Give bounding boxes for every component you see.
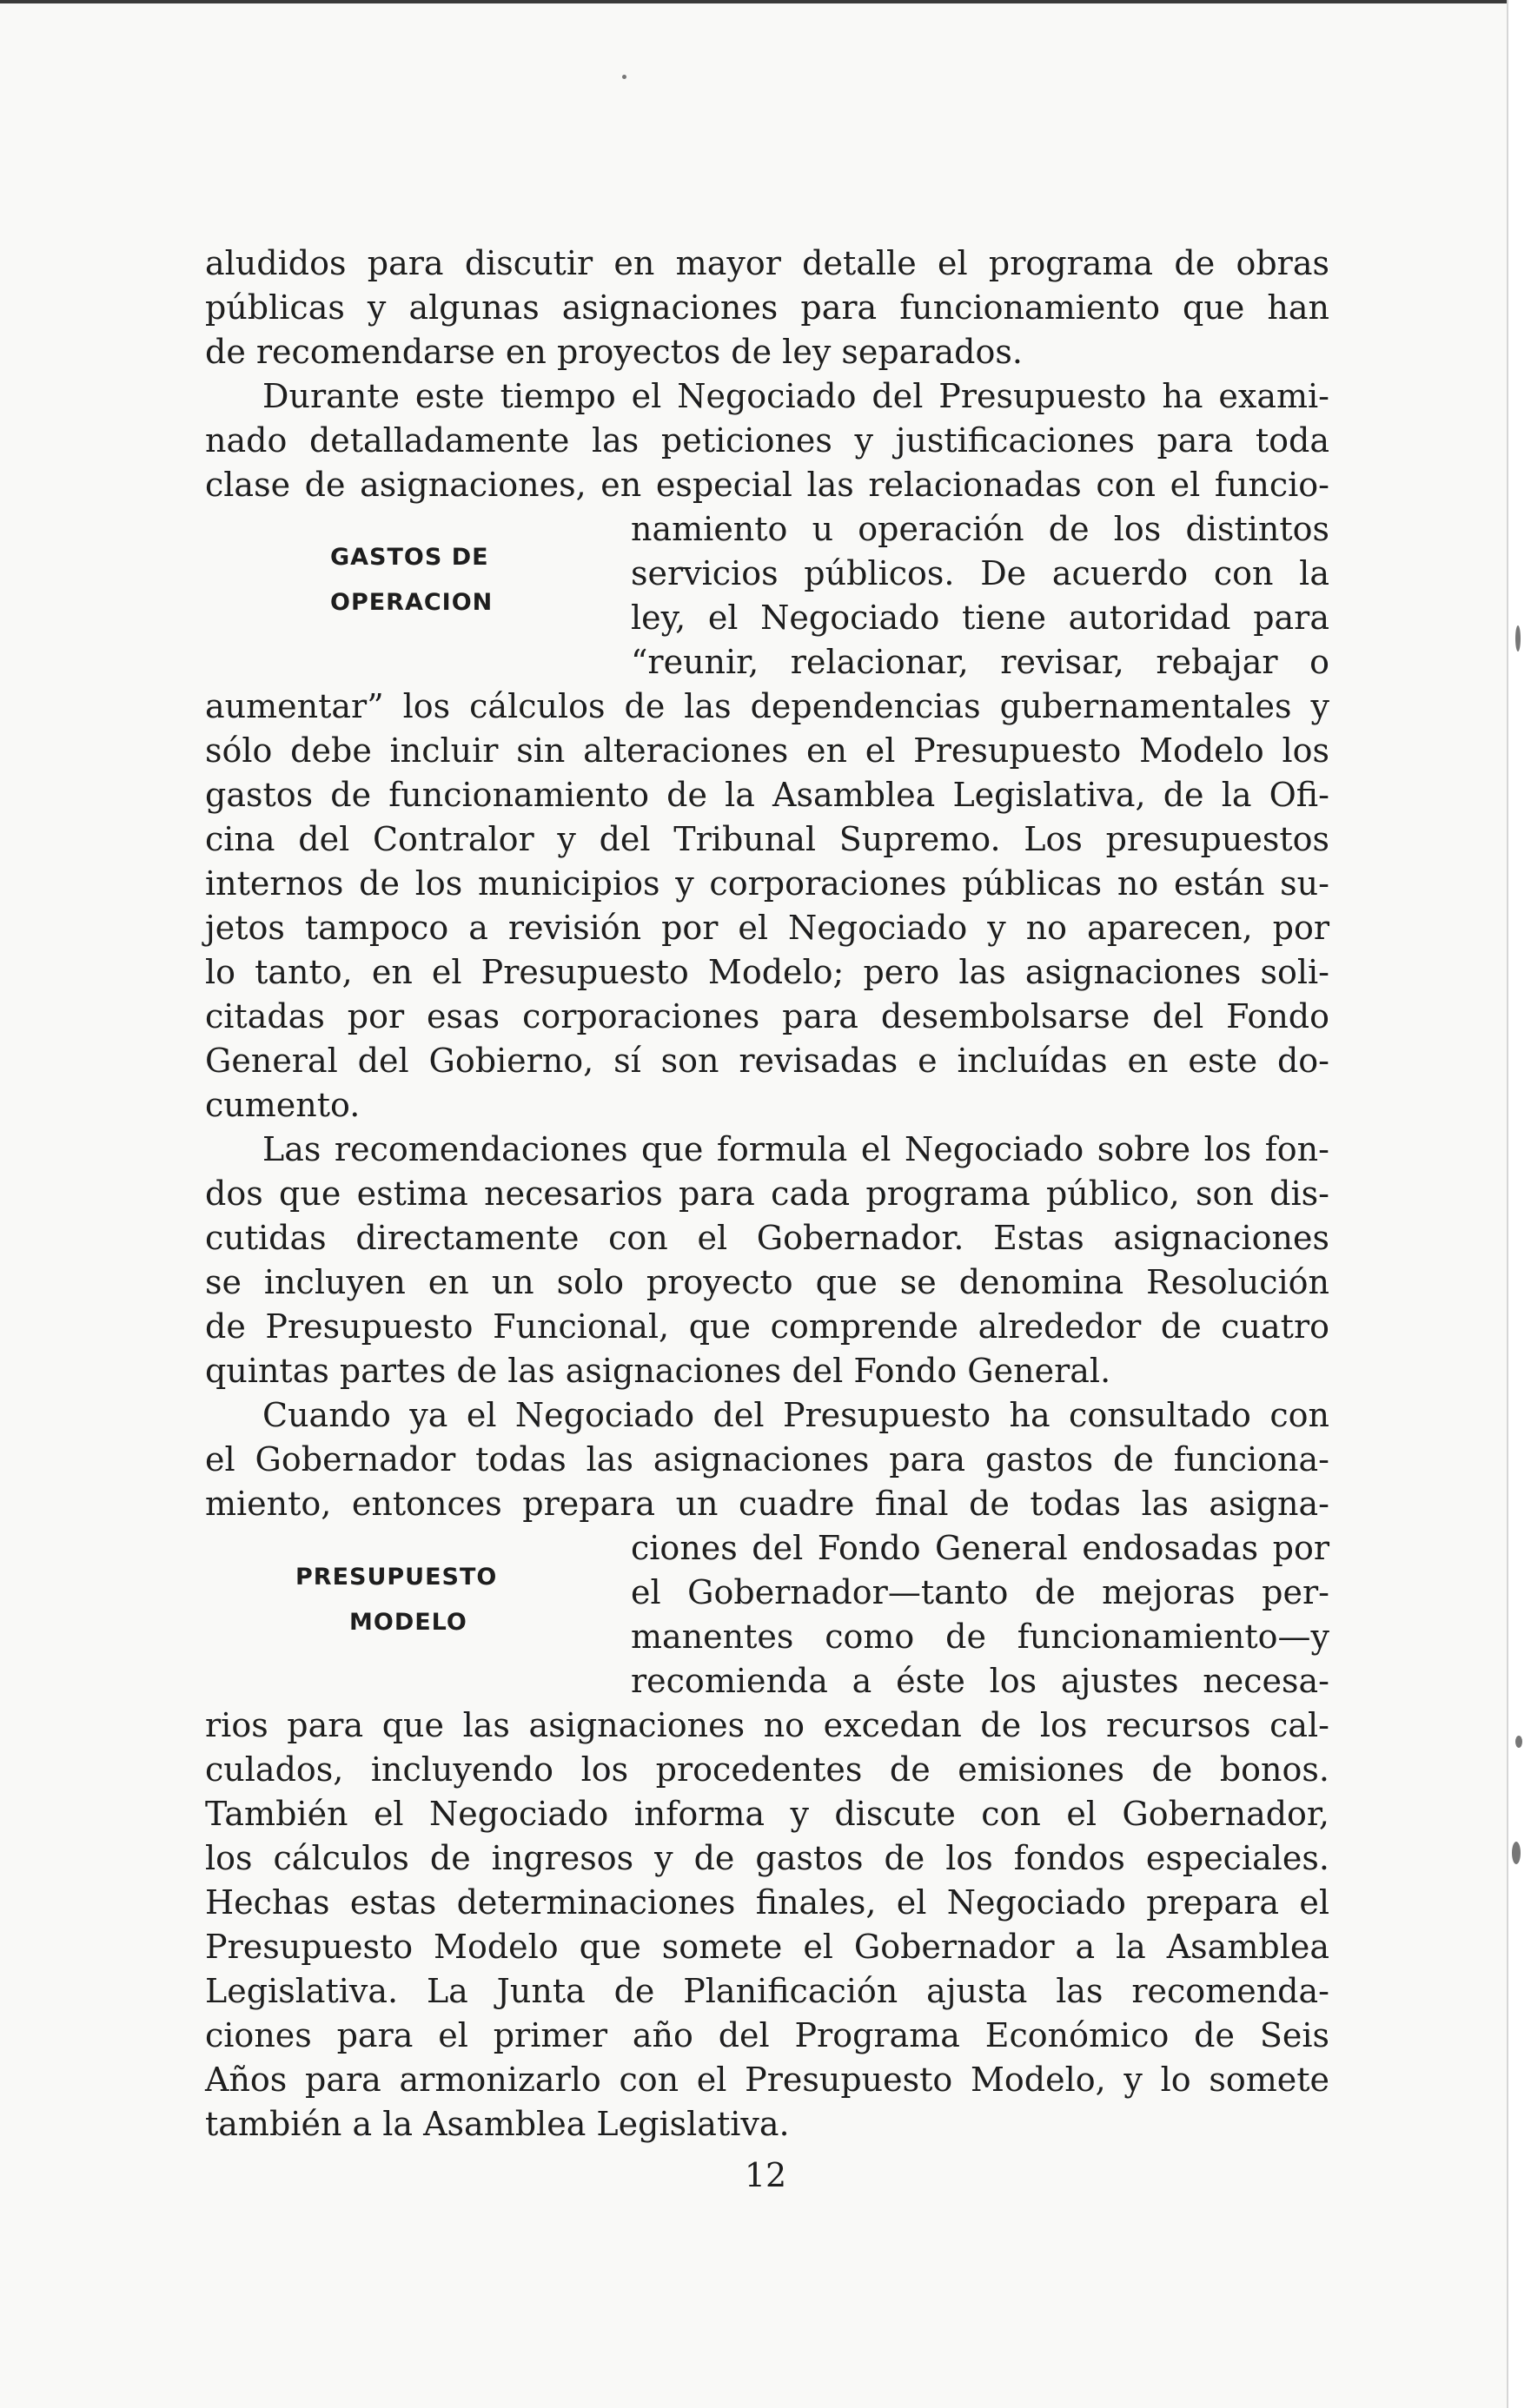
- text-line: Cuando ya el Negociado del Presupuesto ha consultado con: [262, 1396, 1329, 1434]
- text-line: se incluyen en un solo proyecto que se denomina Resolución: [205, 1263, 1329, 1301]
- text-line: ciones del Fondo General endosadas por: [631, 1529, 1329, 1567]
- text-line: de recomendarse en proyectos de ley separados.: [205, 333, 1023, 371]
- print-speck: [622, 75, 626, 79]
- text-line: aludidos para discutir en mayor detalle el programa de obras: [205, 244, 1329, 282]
- print-speck: [1515, 625, 1521, 652]
- text-line: cumento.: [205, 1086, 361, 1124]
- text-line: Legislativa. La Junta de Planificación ajusta las recomenda-: [205, 1972, 1329, 2010]
- text-line: Presupuesto Modelo que somete el Gobernador a la Asamblea: [205, 1928, 1329, 1966]
- text-line: jetos tampoco a revisión por el Negociado y no aparecen, por: [205, 909, 1329, 947]
- text-line: el Gobernador—tanto de mejoras per-: [631, 1573, 1329, 1611]
- text-line: aumentar” los cálculos de las dependencias gubernamentales y: [205, 687, 1329, 725]
- text-line: de Presupuesto Funcional, que comprende alrededor de cuatro: [205, 1307, 1329, 1346]
- print-speck: [1512, 1842, 1521, 1864]
- text-line: los cálculos de ingresos y de gastos de los fondos especiales.: [205, 1839, 1329, 1877]
- text-line: también a la Asamblea Legislativa.: [205, 2105, 790, 2143]
- text-line: Las recomendaciones que formula el Negociado sobre los fon-: [262, 1130, 1329, 1168]
- text-line: manentes como de funcionamiento—y: [631, 1617, 1329, 1656]
- text-line: namiento u operación de los distintos: [631, 510, 1329, 548]
- text-line: cutidas directamente con el Gobernador. Estas asignaciones: [205, 1219, 1329, 1257]
- text-line: nado detalladamente las peticiones y justificaciones para toda: [205, 421, 1329, 460]
- body-text: [205, 241, 1329, 2147]
- page-number: 12: [744, 2156, 787, 2194]
- side-heading-gastos-line1: GASTOS DE: [330, 544, 489, 571]
- text-line: Años para armonizarlo con el Presupuesto Modelo, y lo somete: [205, 2061, 1329, 2099]
- text-line: gastos de funcionamiento de la Asamblea Legislativa, de la Ofi-: [205, 776, 1329, 814]
- text-line: miento, entonces prepara un cuadre final de todas las asigna-: [205, 1485, 1329, 1523]
- side-heading-presupuesto-line1: PRESUPUESTO: [295, 1564, 498, 1591]
- text-line: quintas partes de las asignaciones del Fondo General.: [205, 1352, 1111, 1390]
- text-line: También el Negociado informa y discute con el Gobernador,: [205, 1795, 1329, 1833]
- text-line: Durante este tiempo el Negociado del Presupuesto ha exami-: [262, 377, 1329, 415]
- text-line: cina del Contralor y del Tribunal Supremo. Los presupuestos: [205, 820, 1329, 858]
- print-speck: [1515, 1736, 1522, 1748]
- text-line: recomienda a éste los ajustes necesa-: [631, 1662, 1329, 1700]
- text-line: dos que estima necesarios para cada programa público, son dis-: [205, 1174, 1329, 1213]
- text-line: rios para que las asignaciones no excedan de los recursos cal-: [205, 1706, 1329, 1744]
- text-line: “reunir, relacionar, revisar, rebajar o: [631, 643, 1329, 681]
- text-line: internos de los municipios y corporaciones públicas no están su-: [205, 864, 1329, 903]
- top-edge-rule: [0, 0, 1514, 3]
- text-line: el Gobernador todas las asignaciones para gastos de funciona-: [205, 1440, 1329, 1479]
- text-line: ciones para el primer año del Programa Económico de Seis: [205, 2016, 1329, 2054]
- side-heading-gastos-line2: OPERACION: [330, 589, 494, 616]
- text-line: clase de asignaciones, en especial las relacionadas con el funcio-: [205, 466, 1329, 504]
- text-line: servicios públicos. De acuerdo con la: [631, 554, 1329, 592]
- text-line: General del Gobierno, sí son revisadas e incluídas en este do-: [205, 1042, 1329, 1080]
- text-line: ley, el Negociado tiene autoridad para: [631, 599, 1329, 637]
- text-line: públicas y algunas asignaciones para funcionamiento que han: [205, 288, 1329, 327]
- side-heading-presupuesto-line2: MODELO: [349, 1609, 467, 1636]
- text-line: culados, incluyendo los procedentes de emisiones de bonos.: [205, 1750, 1329, 1789]
- text-line: citadas por esas corporaciones para desembolsarse del Fondo: [205, 997, 1329, 1035]
- text-line: lo tanto, en el Presupuesto Modelo; pero las asignaciones soli-: [205, 953, 1329, 991]
- text-line: Hechas estas determinaciones finales, el Negociado prepara el: [205, 1883, 1329, 1922]
- page-right-edge: [1507, 0, 1531, 2408]
- text-line: sólo debe incluir sin alteraciones en el Presupuesto Modelo los: [205, 731, 1329, 770]
